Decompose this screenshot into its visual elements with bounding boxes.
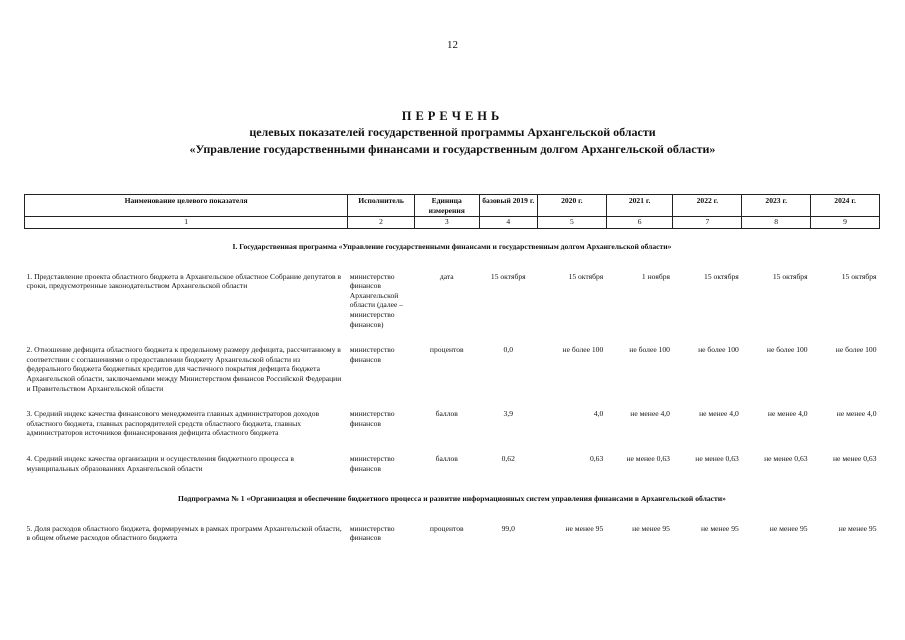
page-number: 12 bbox=[447, 39, 458, 51]
title-main: ПЕРЕЧЕНЬ bbox=[401, 109, 504, 123]
base-value: 0,0 bbox=[503, 345, 514, 355]
indicator-name: 4. Средний индекс качества организации и осуществления бюджетного процесса в муниципальных образованиях Архангельской области bbox=[26, 453, 295, 473]
value-2024: 15 октября bbox=[841, 271, 877, 281]
table-row bbox=[25, 401, 880, 446]
header-cell: 2022 г. bbox=[673, 195, 742, 217]
table-row bbox=[25, 446, 880, 481]
value-2021: 1 ноября bbox=[641, 271, 670, 281]
base-value: 0,62 bbox=[501, 453, 515, 463]
base-value: 3,9 bbox=[503, 409, 514, 419]
header-cell: Исполнитель bbox=[348, 195, 415, 217]
header-cell: 2021 г. bbox=[606, 195, 673, 217]
table-header-row bbox=[25, 195, 880, 217]
indicator-name: 1. Представление проекта областного бюджета в Архангельское областное Собрание депутатов в сроки, предусмотренные законодательством Архангельской области bbox=[26, 271, 342, 291]
value-2024: не менее 4,0 bbox=[836, 409, 877, 419]
document-title bbox=[0, 108, 905, 158]
value-2023: 15 октября bbox=[772, 271, 808, 281]
column-number: 5 bbox=[537, 217, 606, 229]
header-cell: Единица измерения bbox=[414, 195, 479, 217]
header-cell: Наименование целевого показателя bbox=[25, 195, 348, 217]
indicator-name: 5. Доля расходов областного бюджета, формируемых в рамках программ Архангельской области, в общем объеме расходов областного бюджета bbox=[26, 523, 342, 543]
indicators-table bbox=[24, 194, 880, 551]
column-number: 6 bbox=[606, 217, 673, 229]
value-2020: 4,0 bbox=[593, 409, 604, 419]
value-2021: не менее 0,63 bbox=[626, 453, 670, 463]
column-number: 7 bbox=[673, 217, 742, 229]
value-2021: не более 100 bbox=[629, 345, 670, 355]
column-number: 1 bbox=[25, 217, 348, 229]
value-2022: не менее 4,0 bbox=[699, 409, 739, 419]
column-number: 3 bbox=[414, 217, 479, 229]
unit-cell: баллов bbox=[435, 409, 458, 419]
indicator-name: 2. Отношение дефицита областного бюджета к предельному размеру дефицита, рассчитанному в соответствии с соглашениями о предоставлении бюджету Архангельской области из федерального бюджета бюджетных кредитов для частичного покрытия дефицита бюджета Архангельской области, заключаемыми между Министерством финансов Российской Федерации и Правительством Архангельской области bbox=[26, 345, 342, 393]
value-2020: 0,63 bbox=[589, 453, 604, 463]
column-number: 9 bbox=[811, 217, 880, 229]
table-row bbox=[25, 264, 880, 338]
base-value: 15 октября bbox=[490, 271, 526, 281]
executor-cell: министерство финансов Архангельской области (далее – министерство финансов) bbox=[349, 271, 404, 329]
value-2023: не менее 0,63 bbox=[764, 453, 808, 463]
executor-cell: министерство финансов bbox=[349, 523, 395, 543]
column-number: 2 bbox=[348, 217, 415, 229]
value-2020: не менее 95 bbox=[565, 523, 604, 533]
value-2022: не менее 95 bbox=[700, 523, 739, 533]
header-cell: 2020 г. bbox=[537, 195, 606, 217]
column-number: 4 bbox=[479, 217, 537, 229]
value-2020: не более 100 bbox=[562, 345, 604, 355]
unit-cell: дата bbox=[439, 271, 454, 281]
executor-cell: министерство финансов bbox=[349, 409, 395, 428]
executor-cell: министерство финансов bbox=[349, 453, 395, 473]
value-2021: не менее 95 bbox=[632, 523, 670, 533]
table-row bbox=[25, 337, 880, 401]
value-2024: не более 100 bbox=[835, 345, 877, 355]
indicator-name: 3. Средний индекс качества финансового менеджмента главных администраторов доходов областного бюджета, главных распорядителей средств областного бюджета, главных администраторов источников финансирования дефицита областного бюджета bbox=[26, 409, 320, 438]
value-2023: не более 100 bbox=[766, 345, 808, 355]
header-cell: 2024 г. bbox=[811, 195, 880, 217]
title-line-1: целевых показателей государственной программы Архангельской области bbox=[249, 125, 656, 139]
value-2023: не менее 4,0 bbox=[767, 409, 808, 419]
value-2022: не менее 0,63 bbox=[695, 453, 739, 463]
unit-cell: процентов bbox=[429, 523, 464, 533]
value-2020: 15 октября bbox=[568, 271, 604, 281]
section-heading-row bbox=[25, 481, 880, 516]
unit-cell: процентов bbox=[429, 345, 464, 355]
value-2021: не менее 4,0 bbox=[630, 409, 670, 419]
unit-cell: баллов bbox=[435, 453, 458, 463]
section-heading-row bbox=[25, 229, 880, 264]
section-1-title: I. Государственная программа «Управление государственными финансами и государственным долгом Архангельской области» bbox=[232, 242, 672, 251]
table-row bbox=[25, 516, 880, 551]
header-cell: 2023 г. bbox=[742, 195, 811, 217]
executor-cell: министерство финансов bbox=[349, 345, 395, 364]
base-value: 99,0 bbox=[501, 523, 515, 533]
title-line-2: «Управление государственными финансами и государственным долгом Архангельской области» bbox=[189, 142, 716, 156]
value-2022: 15 октября bbox=[704, 271, 739, 281]
value-2024: не менее 0,63 bbox=[832, 453, 877, 463]
column-number: 8 bbox=[742, 217, 811, 229]
column-number-row bbox=[25, 217, 880, 229]
value-2023: не менее 95 bbox=[769, 523, 808, 533]
value-2024: не менее 95 bbox=[838, 523, 877, 533]
section-2-title: Подпрограмма № 1 «Организация и обеспечение бюджетного процесса и развитие информационных систем управления финансами в Архангельской области» bbox=[178, 494, 726, 504]
value-2022: не более 100 bbox=[698, 345, 739, 355]
header-cell: базовый 2019 г. bbox=[479, 195, 537, 217]
